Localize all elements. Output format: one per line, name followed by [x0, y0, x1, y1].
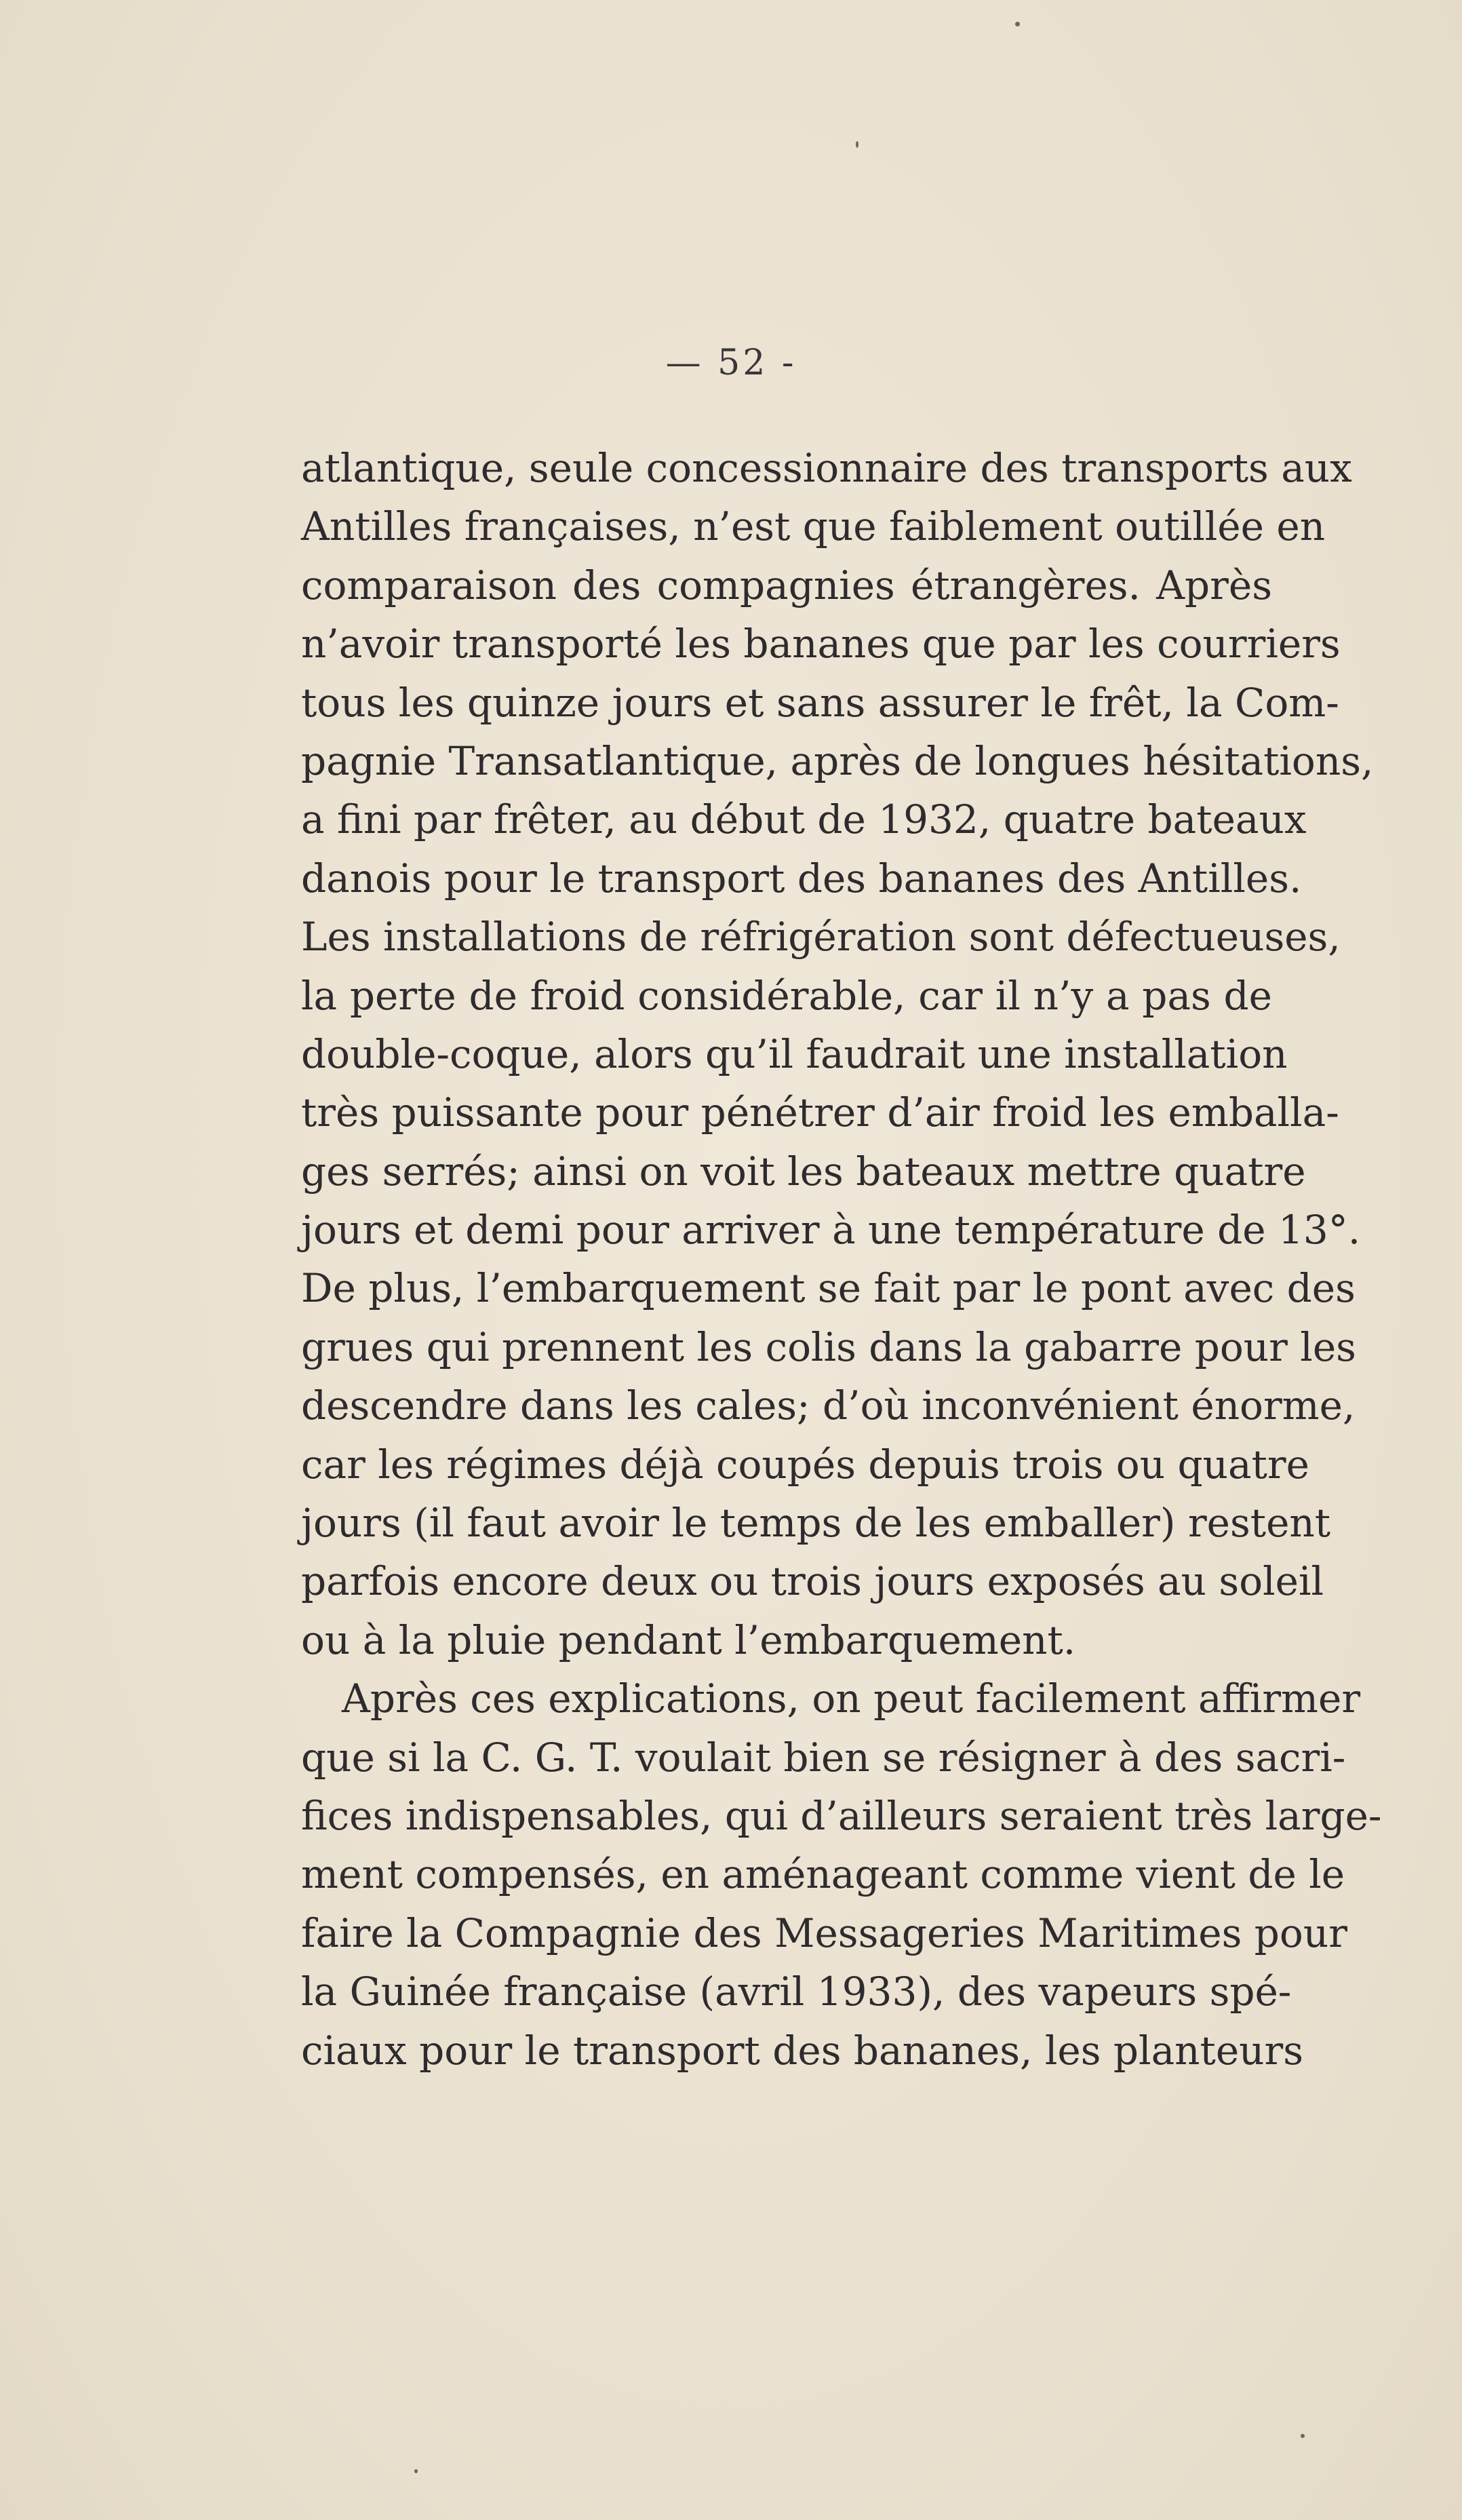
ink-speck: [1301, 2434, 1305, 2438]
text-line: ciaux pour le transport des bananes, les planteurs: [301, 2027, 1304, 2074]
text-line: parfois encore deux ou trois jours exposés au soleil: [301, 1558, 1324, 1605]
text-line: ment compensés, en aménageant comme vient de le: [301, 1851, 1345, 1898]
text-line: n’avoir transporté les bananes que par les courriers: [301, 621, 1341, 667]
text-line: comparaison des compagnies étrangères. Après: [301, 562, 1272, 608]
text-line: jours (il faut avoir le temps de les emballer) restent: [301, 1500, 1331, 1547]
text-line: a fini par frêter, au début de 1932, quatre bateaux: [301, 796, 1307, 843]
text-line: ges serrés; ainsi on voit les bateaux mettre quatre: [301, 1148, 1306, 1195]
text-line: car les régimes déjà coupés depuis trois ou quatre: [301, 1441, 1309, 1488]
ink-speck: [414, 2469, 418, 2473]
page-number: — 52 -: [665, 343, 797, 383]
text-line: Après ces explications, on peut facilement affirmer: [342, 1675, 1361, 1722]
text-line: la Guinée française (avril 1933), des vapeurs spé-: [301, 1969, 1292, 2015]
text-line: fices indispensables, qui d’ailleurs seraient très large-: [301, 1792, 1382, 1839]
text-line: grues qui prennent les colis dans la gabarre pour les: [301, 1323, 1356, 1370]
text-line: Les installations de réfrigération sont défectueuses,: [301, 914, 1341, 961]
ink-speck: [1015, 22, 1020, 26]
text-line: pagnie Transatlantique, après de longues hésitations,: [301, 737, 1374, 784]
text-line: Antilles françaises, n’est que faiblement outillée en: [301, 503, 1326, 550]
ink-speck: [856, 141, 858, 148]
text-line: double-coque, alors qu’il faudrait une installation: [301, 1030, 1288, 1077]
text-line: faire la Compagnie des Messageries Maritimes pour: [301, 1910, 1347, 1956]
text-line: très puissante pour pénétrer d’air froid les emballa-: [301, 1089, 1339, 1136]
text-line: atlantique, seule concessionnaire des transports aux: [301, 445, 1352, 491]
text-line: danois pour le transport des bananes des Antilles.: [301, 855, 1302, 902]
text-line: que si la C. G. T. voulait bien se résigner à des sacri-: [301, 1734, 1346, 1781]
text-line: la perte de froid considérable, car il n’y a pas de: [301, 972, 1272, 1019]
body-text: [301, 439, 1382, 2080]
text-line: descendre dans les cales; d’où inconvénient énorme,: [301, 1382, 1356, 1429]
text-line: De plus, l’embarquement se fait par le pont avec des: [301, 1265, 1356, 1312]
text-line: jours et demi pour arriver à une température de 13°.: [301, 1207, 1361, 1254]
text-line: ou à la pluie pendant l’embarquement.: [301, 1616, 1076, 1663]
text-line: tous les quinze jours et sans assurer le frêt, la Com-: [301, 679, 1339, 726]
